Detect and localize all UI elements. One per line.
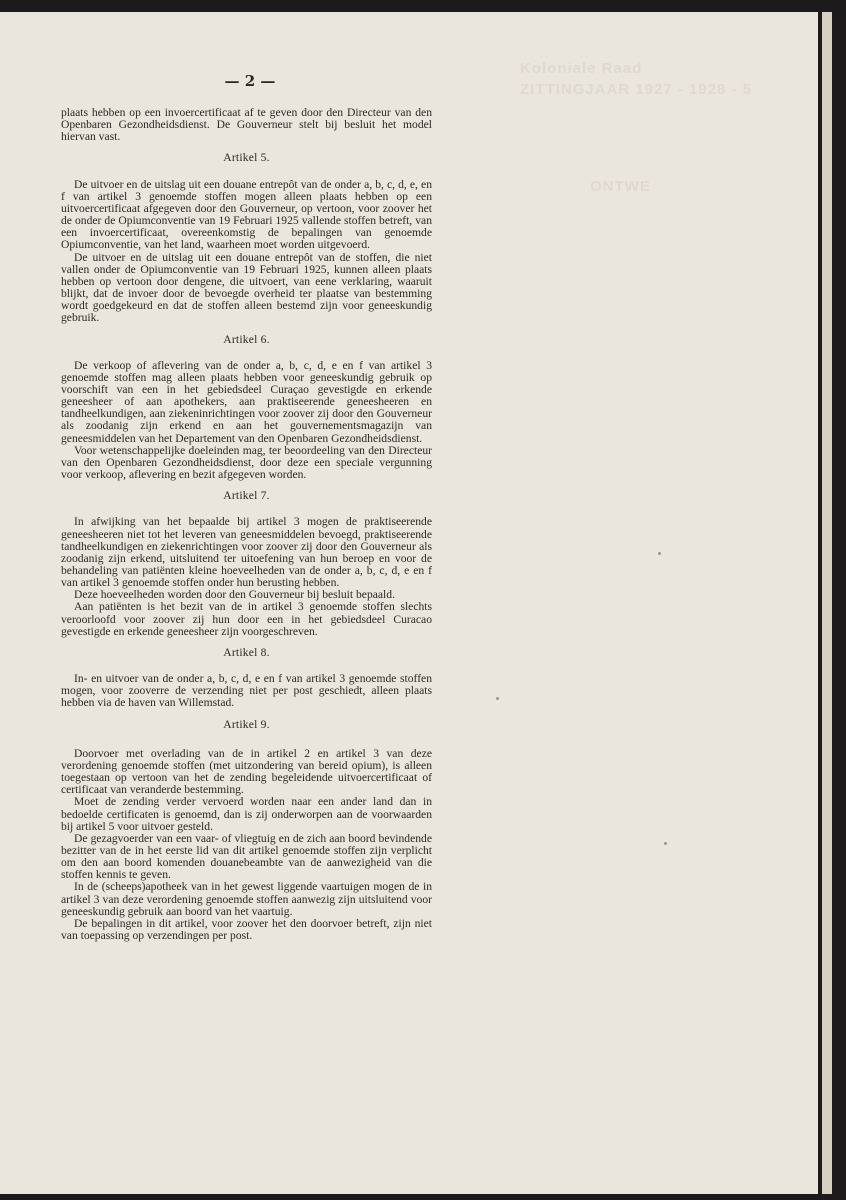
paragraph: De uitvoer en de uitslag uit een douane entrepôt van de stoffen, die niet vallen onder de Opiumconventie van 19 Februari 1925, kunnen alleen plaats hebben op vertoon door dengene, die uitvoert, van eene verklaring, waaruit blijkt, dat de invoer door de bevoegde overheid ter plaatse van bestemming wordt goedgekeurd en dat de stoffen alleen bestemd zijn voor geneeskundig gebruik. xyxy=(61,250,432,325)
paragraph: Doorvoer met overlading van de in artikel 2 en artikel 3 van deze verordening genoemde stoffen (met uitzondering van bereid opium), is alleen toegestaan op vertoon van het de zending begeleidende uitvoercertificaat of certificaat van veranderde bestemming. xyxy=(61,746,432,797)
paragraph: Moet de zending verder vervoerd worden naar een ander land dan in bedoelde certificaten is genoemd, dan is zij onderworpen aan de voorwaarden bij artikel 5 voor uitvoer gesteld. xyxy=(61,795,432,833)
article-heading: Artikel 9. xyxy=(223,717,270,731)
bleed-through-text xyxy=(520,60,800,199)
document-body xyxy=(61,107,432,942)
paragraph: Aan patiënten is het bezit van de in artikel 3 genoemde stoffen slechts veroorloofd voor zoover zij hun door een in het gebiedsdeel Curacao gevestigde en erkende geneesheer zijn voorgeschreven. xyxy=(61,600,432,638)
paragraph: De bepalingen in dit artikel, voor zoover het den doorvoer betreft, zijn niet van toepassing op verzendingen per post. xyxy=(61,916,432,943)
document-page xyxy=(0,12,818,1194)
paragraph: De gezagvoerder van een vaar- of vliegtuig en de zich aan boord bevindende bezitter van de in het eerste lid van dit artikel genoemde stoffen zijn verplicht om den aan boord komenden douanebeambte van de aanwezigheid van die stoffen kennis te geven. xyxy=(61,831,432,882)
page-edge xyxy=(822,12,832,1194)
paper-speck xyxy=(658,552,661,555)
paragraph: Deze hoeveelheden worden door den Gouverneur bij besluit bepaald. xyxy=(74,588,395,602)
paragraph: Voor wetenschappelijke doeleinden mag, ter beoordeeling van den Directeur van den Openbaren Gezondheidsdienst, door deze een speciale vergunning voor verkoop, aflevering en bezit afgegeven worden. xyxy=(61,443,432,482)
article-heading: Artikel 5. xyxy=(223,151,270,165)
paragraph: In afwijking van het bepaalde bij artikel 3 mogen de praktiseerende geneesheeren niet tot het leveren van geneesmiddelen bevoegd, praktiseerende tandheelkundigen en ziekenrichtingen voor zoover zij door den Gouverneur als zoodanig zijn erkend, uitsluitend ter uitoefening van hun beroep en voor de behandeling van patiënten kleine hoeveelheden van de onder a, b, c, d, e en f van artikel 3 genoemde stoffen onder hun berusting hebben. xyxy=(61,515,432,590)
bleed-line: Koloniale Raad xyxy=(520,60,643,77)
paragraph: In- en uitvoer van de onder a, b, c, d, e en f van artikel 3 genoemde stoffen mogen, voor zooverre de verzending niet per post geschiedt, alleen plaats hebben via de haven van Willemstad. xyxy=(61,672,432,710)
paragraph: De verkoop of aflevering van de onder a, b, c, d, e en f van artikel 3 genoemde stoffen mag alleen plaats hebben voor geneeskundig gebruik op voorschift van een in het gebiedsdeel Curaçao gevestigde en erkende geneesheer of aan apothekers, aan praktiseerende geneesheeren en tandheelkundigen, aan ziekeninrichtingen voor zoover zij door den Gouverneur als zoodanig zijn erkend en aan het gouvernementsmagazijn van geneesmiddelen van het Departement van den Openbaren Gezondheidsdienst. xyxy=(61,358,432,445)
article-heading: Artikel 7. xyxy=(223,489,270,503)
paragraph: De uitvoer en de uitslag uit een douane entrepôt van de onder a, b, c, d, e, en f van artikel 3 genoemde stoffen mogen alleen plaats hebben op een uitvoercertificaat afgegeven door den Gouverneur, op vertoon, voor zoover het de onder de Opiumconventie van 19 Februari 1925 vallende stoffen betreft, van een invoercertificaat, overeenkomstig de bepalingen van genoemde Opiumconventie, van het land, waarheen moet worden uitgevoerd. xyxy=(61,177,432,252)
paragraph: In de (scheeps)apotheek van in het gewest liggende vaartuigen mogen de in artikel 3 van deze verordening genoemde stoffen aanwezig zijn uitsluitend voor geneeskundig gebruik aan boord van het vaartuig. xyxy=(61,880,432,918)
page-number: — 2 — xyxy=(224,72,276,90)
bleed-line: ZITTINGJAAR 1927 - 1928 - 5 xyxy=(520,81,753,98)
article-heading: Artikel 6. xyxy=(223,332,270,346)
paper-speck xyxy=(496,697,499,700)
bleed-line: ONTWE xyxy=(590,178,651,195)
paragraph: plaats hebben op een invoercertificaat af te geven door den Directeur van den Openbaren Gezondheidsdienst. De Gouverneur stelt bij besluit het model hiervan vast. xyxy=(61,106,432,144)
article-heading: Artikel 8. xyxy=(223,645,270,659)
paper-speck xyxy=(664,842,667,845)
